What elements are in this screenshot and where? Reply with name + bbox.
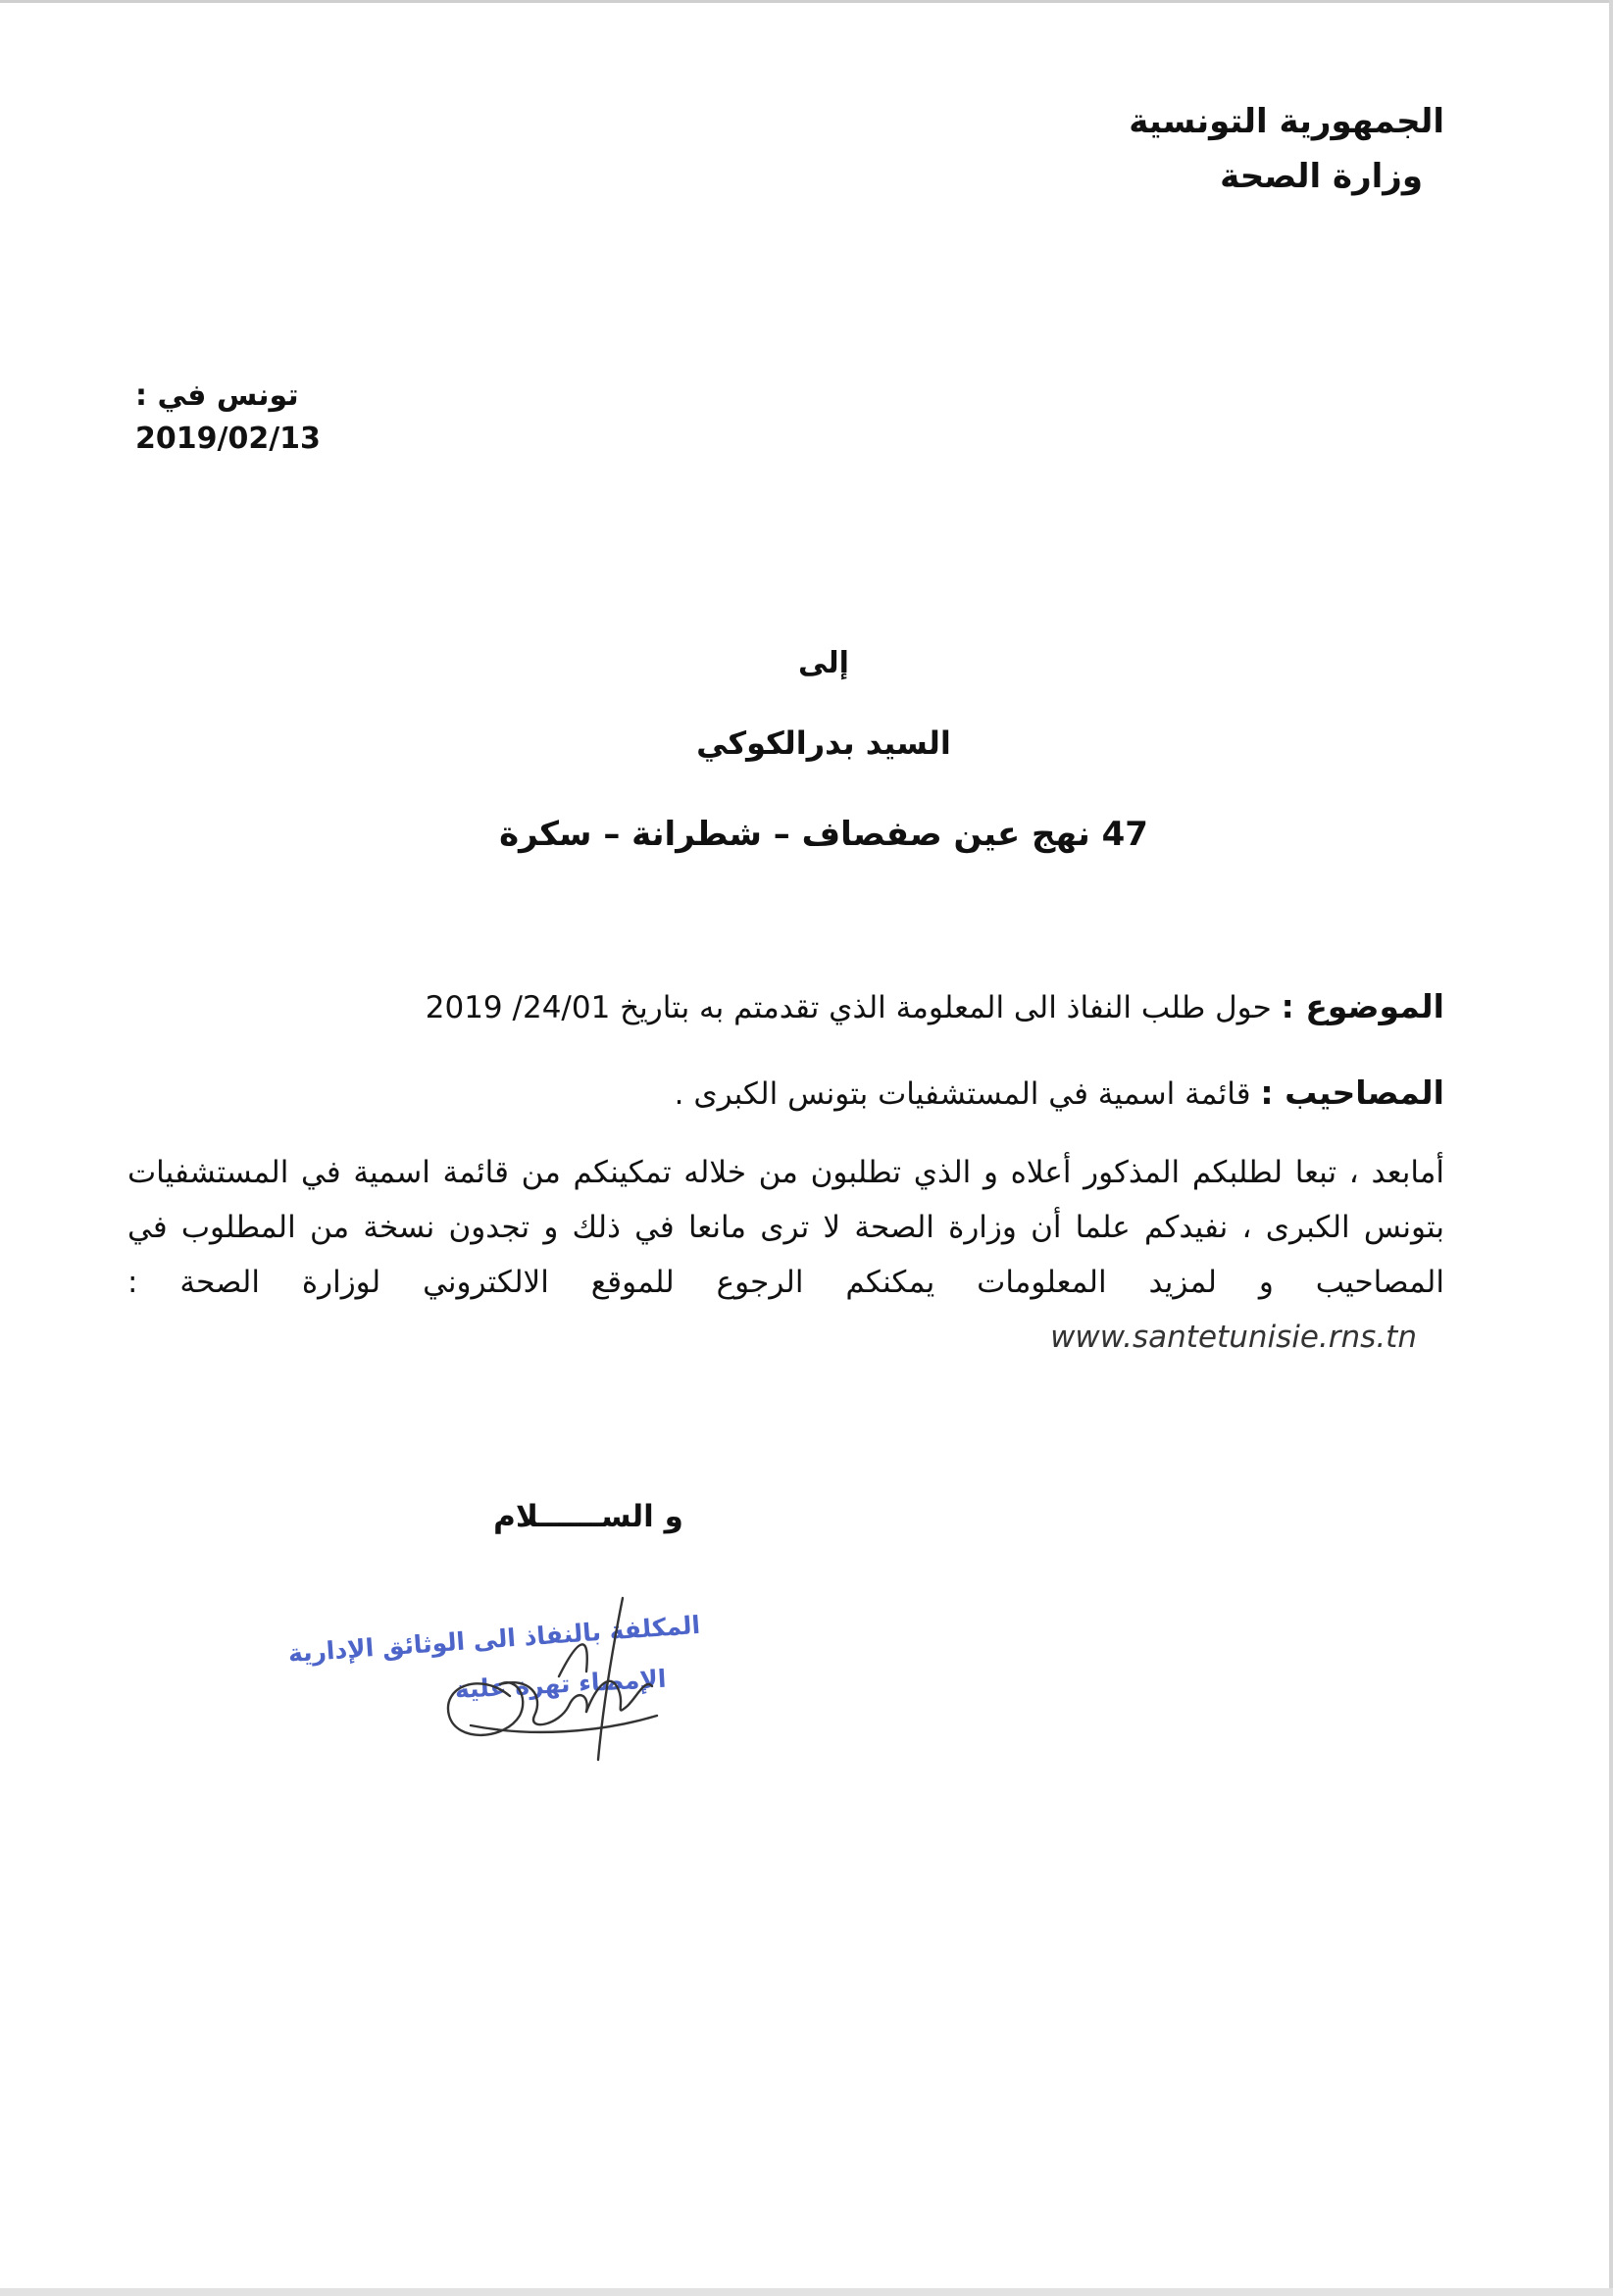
letterhead-country: الجمهورية التونسية [1129,102,1444,141]
recipient-address: 47 نهج عين صفصاف – شطرانة – سكرة [499,815,1148,854]
letterhead [1129,94,1444,204]
official-stamp [286,1578,726,1774]
letter-body [127,1145,1444,1365]
attachments-text: قائمة اسمية في المستشفيات بتونس الكبرى . [674,1076,1251,1112]
scan-edge-bottom [0,2288,1613,2296]
website-link[interactable]: www.santetunisie.rns.tn [1050,1320,1417,1355]
body-paragraph: أمابعد ، تبعا لطلبكم المذكور أعلاه و الذي تطلبون من خلاله تمكينكم من قائمة اسمية في المستشفيات بتونس الكبرى ، نفيدكم علما أن وزارة الصحة لا ترى مانعا في ذلك و تجدون نسخة من المطلوب في المصاحيب و لمزيد المعلومات يمكنكم الرجوع للموقع الالكتروني لوزارة الصحة : [127,1155,1444,1300]
attachments-label: المصاحيب : [1260,1073,1444,1112]
subject-line [426,982,1444,1032]
recipient-to-label: إلى [798,646,849,680]
stamp-line-2: الإمضاء تهرة علية [454,1664,668,1704]
scan-edge-right [1609,0,1613,2296]
subject-label: الموضوع : [1281,987,1444,1025]
letter-date: تونس في : 2019/02/13 [135,378,321,456]
attachments-line [675,1069,1444,1119]
stamp-line-1: المكلفة بالنفاذ الى الوثائق الإدارية [286,1610,701,1669]
scan-edge-top [0,0,1613,3]
subject-text: حول طلب النفاذ الى المعلومة الذي تقدمتم به بتاريخ 24/01/ 2019 [425,990,1272,1025]
recipient-name: السيد بدرالكوكي [696,724,951,762]
letterhead-ministry: وزارة الصحة [1220,157,1423,196]
closing-salutation: و الســــــلام [493,1499,683,1534]
